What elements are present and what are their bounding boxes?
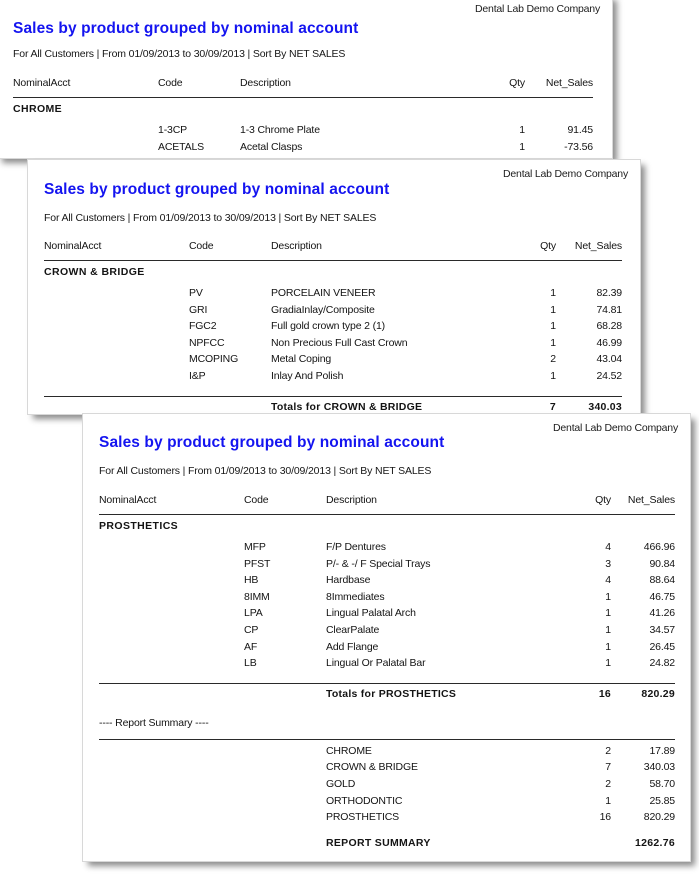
col-header-nominalacct: NominalAcct	[99, 494, 157, 506]
col-header-qty: Qty	[540, 240, 556, 252]
report-subtitle: For All Customers | From 01/09/2013 to 30/09/2013 | Sort By NET SALES	[44, 212, 377, 224]
summary-netsales: 340.03	[643, 761, 675, 774]
report-page-chrome[interactable]	[0, 0, 613, 159]
summary-name: CROWN & BRIDGE	[326, 761, 418, 774]
row-description: ClearPalate	[326, 623, 380, 636]
report-page-prosthetics-summary[interactable]	[82, 413, 691, 862]
row-netsales: 88.64	[649, 574, 675, 587]
table-row	[44, 370, 622, 387]
row-qty: 3	[605, 557, 611, 570]
row-description: Inlay And Polish	[271, 369, 344, 382]
report-title: Sales by product grouped by nominal account	[99, 434, 445, 451]
col-header-code: Code	[158, 77, 183, 89]
col-header-code: Code	[244, 494, 269, 506]
row-qty: 1	[605, 607, 611, 620]
table-header-row	[13, 77, 593, 97]
row-netsales: 41.26	[649, 607, 675, 620]
report-title: Sales by product grouped by nominal account	[13, 20, 359, 37]
summary-qty: 16	[599, 811, 611, 824]
report-title: Sales by product grouped by nominal account	[44, 181, 390, 198]
table-header-row	[99, 494, 675, 514]
col-header-qty: Qty	[595, 494, 611, 506]
summary-netsales: 820.29	[643, 811, 675, 824]
row-netsales: 68.28	[596, 320, 622, 333]
row-description: 1-3 Chrome Plate	[240, 124, 320, 136]
col-header-code: Code	[189, 240, 214, 252]
report-table	[44, 240, 622, 415]
report-subtitle: For All Customers | From 01/09/2013 to 30/09/2013 | Sort By NET SALES	[13, 48, 346, 60]
summary-name: GOLD	[326, 777, 356, 790]
row-code: HB	[244, 574, 259, 587]
table-row	[44, 287, 622, 304]
table-row	[44, 337, 622, 354]
table-row	[99, 558, 675, 575]
row-netsales: 24.52	[596, 369, 622, 382]
table-row	[13, 124, 593, 141]
summary-name: ORTHODONTIC	[326, 794, 403, 807]
table-row	[13, 141, 593, 158]
group-totals-row	[99, 684, 675, 709]
row-qty: 1	[519, 124, 525, 136]
table-row	[99, 541, 675, 558]
group-heading-row	[99, 515, 675, 541]
summary-netsales: 17.89	[649, 744, 675, 757]
row-code: PV	[189, 287, 203, 299]
report-summary-heading-row	[99, 709, 675, 739]
table-row	[99, 591, 675, 608]
summary-qty: 2	[605, 744, 611, 757]
table-row	[44, 320, 622, 337]
summary-qty: 1	[605, 794, 611, 807]
row-qty: 1	[550, 369, 556, 382]
row-netsales: 91.45	[567, 124, 593, 136]
col-header-qty: Qty	[509, 77, 525, 89]
row-description: Lingual Or Palatal Bar	[326, 657, 426, 670]
row-description: 8Immediates	[326, 590, 385, 603]
summary-row	[99, 811, 675, 828]
summary-row	[99, 778, 675, 795]
col-header-description: Description	[240, 77, 291, 89]
report-page-crown-and-bridge[interactable]	[27, 159, 641, 415]
row-code: PFST	[244, 557, 271, 570]
row-qty: 1	[605, 657, 611, 670]
col-header-netsales: Net_Sales	[545, 77, 593, 89]
row-qty: 1	[605, 640, 611, 653]
table-row	[99, 657, 675, 674]
row-code: I&P	[189, 369, 206, 382]
row-netsales: 466.96	[643, 541, 675, 553]
row-code: AF	[244, 640, 258, 653]
row-spacer	[99, 674, 675, 683]
row-description: GradiaInlay/Composite	[271, 303, 375, 316]
report-summary-heading: ---- Report Summary ----	[99, 716, 209, 729]
col-header-nominalacct: NominalAcct	[44, 240, 102, 252]
totals-netsales: 340.03	[588, 400, 622, 413]
totals-qty: 7	[549, 400, 556, 413]
row-netsales: 90.84	[649, 557, 675, 570]
row-netsales: -73.56	[564, 140, 593, 153]
row-description: Non Precious Full Cast Crown	[271, 336, 408, 349]
grand-total-row	[99, 828, 675, 857]
row-code: MFP	[244, 541, 266, 553]
table-header-row	[44, 240, 622, 260]
summary-qty: 2	[605, 777, 611, 790]
row-description: PORCELAIN VENEER	[271, 287, 376, 299]
row-code: NPFCC	[189, 336, 225, 349]
summary-row	[99, 761, 675, 778]
summary-name: PROSTHETICS	[326, 811, 400, 824]
row-netsales: 82.39	[596, 287, 622, 299]
summary-netsales: 58.70	[649, 777, 675, 790]
col-header-description: Description	[271, 240, 322, 252]
row-qty: 1	[550, 303, 556, 316]
totals-netsales: 820.29	[641, 687, 675, 700]
row-code: LPA	[244, 607, 263, 620]
totals-label: Totals for CROWN & BRIDGE	[271, 400, 423, 413]
row-code: ACETALS	[158, 140, 205, 153]
company-name: Dental Lab Demo Company	[503, 168, 628, 180]
totals-qty: 16	[598, 687, 611, 700]
group-name: CROWN & BRIDGE	[44, 266, 145, 278]
group-name: CHROME	[13, 103, 63, 115]
row-code: FGC2	[189, 320, 217, 333]
summary-row	[99, 745, 675, 762]
table-row	[44, 304, 622, 321]
row-qty: 2	[550, 353, 556, 366]
summary-netsales: 25.85	[649, 794, 675, 807]
col-header-netsales: Net_Sales	[574, 240, 622, 252]
report-table	[13, 77, 593, 157]
summary-qty: 7	[605, 761, 611, 774]
row-description: Add Flange	[326, 640, 379, 653]
row-qty: 4	[605, 574, 611, 587]
row-description: Full gold crown type 2 (1)	[271, 320, 385, 333]
grand-total-label: REPORT SUMMARY	[326, 836, 431, 849]
row-netsales: 43.04	[596, 353, 622, 366]
row-code: LB	[244, 657, 257, 670]
report-table	[99, 494, 675, 857]
row-netsales: 46.75	[649, 590, 675, 603]
row-qty: 1	[550, 320, 556, 333]
table-row	[99, 574, 675, 591]
group-heading-row	[13, 98, 593, 124]
row-qty: 1	[605, 623, 611, 636]
row-description: Hardbase	[326, 574, 371, 587]
row-code: CP	[244, 623, 259, 636]
row-description: P/- & -/ F Special Trays	[326, 557, 431, 570]
row-qty: 1	[605, 590, 611, 603]
row-qty: 1	[550, 336, 556, 349]
col-header-nominalacct: NominalAcct	[13, 77, 71, 89]
summary-row	[99, 795, 675, 812]
row-netsales: 46.99	[596, 336, 622, 349]
row-qty: 1	[519, 140, 525, 153]
row-qty: 4	[605, 541, 611, 553]
totals-label: Totals for PROSTHETICS	[326, 687, 457, 700]
row-netsales: 74.81	[596, 303, 622, 316]
row-code: GRI	[189, 303, 208, 316]
row-netsales: 26.45	[649, 640, 675, 653]
table-row	[99, 624, 675, 641]
col-header-description: Description	[326, 494, 377, 506]
company-name: Dental Lab Demo Company	[475, 3, 600, 15]
row-code: MCOPING	[189, 353, 239, 366]
row-spacer	[44, 387, 622, 396]
grand-total-netsales: 1262.76	[634, 836, 675, 849]
row-qty: 1	[550, 287, 556, 299]
row-netsales: 34.57	[649, 623, 675, 636]
row-description: Metal Coping	[271, 353, 332, 366]
row-code: 8IMM	[244, 590, 270, 603]
company-name: Dental Lab Demo Company	[553, 422, 678, 434]
summary-name: CHROME	[326, 744, 372, 757]
group-heading-row	[44, 261, 622, 287]
row-description: Lingual Palatal Arch	[326, 607, 416, 620]
row-description: Acetal Clasps	[240, 140, 303, 153]
row-description: F/P Dentures	[326, 541, 386, 553]
row-netsales: 24.82	[649, 657, 675, 670]
report-subtitle: For All Customers | From 01/09/2013 to 30/09/2013 | Sort By NET SALES	[99, 465, 432, 477]
group-name: PROSTHETICS	[99, 520, 179, 532]
table-row	[99, 607, 675, 624]
table-row	[99, 641, 675, 658]
table-row	[44, 353, 622, 370]
row-code: 1-3CP	[158, 124, 188, 136]
col-header-netsales: Net_Sales	[627, 494, 675, 506]
